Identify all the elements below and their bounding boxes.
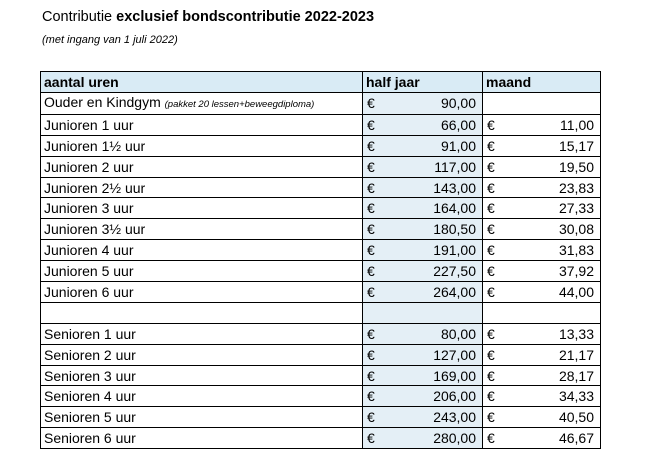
month-value: 28,17 bbox=[497, 365, 601, 386]
row-name: Senioren 1 uur bbox=[44, 325, 136, 342]
row-name: Senioren 5 uur bbox=[44, 409, 136, 426]
currency-symbol: € bbox=[363, 92, 377, 114]
currency-symbol: € bbox=[483, 240, 497, 261]
currency-symbol: € bbox=[483, 261, 497, 282]
half-year-value: 169,00 bbox=[377, 365, 483, 386]
half-year-value: 243,00 bbox=[377, 407, 483, 428]
half-year-value: 90,00 bbox=[377, 92, 483, 114]
document-title bbox=[42, 9, 374, 25]
row-name: Junioren 2 uur bbox=[44, 158, 134, 175]
half-year-value: 227,50 bbox=[377, 261, 483, 282]
title-bold: exclusief bondscontributie 2022-2023 bbox=[116, 9, 375, 25]
document-subtitle: (met ingang van 1 juli 2022) bbox=[42, 34, 178, 46]
row-label bbox=[41, 386, 363, 407]
table-row bbox=[41, 282, 601, 303]
currency-symbol: € bbox=[363, 344, 377, 365]
currency-symbol: € bbox=[363, 407, 377, 428]
currency-symbol: € bbox=[363, 261, 377, 282]
month-value: 21,17 bbox=[497, 344, 601, 365]
row-label bbox=[41, 240, 363, 261]
currency-symbol: € bbox=[483, 114, 497, 135]
table-row bbox=[41, 323, 601, 344]
table-row bbox=[41, 407, 601, 428]
half-year-value: 191,00 bbox=[377, 240, 483, 261]
currency-symbol: € bbox=[483, 365, 497, 386]
header-month: maand bbox=[483, 72, 601, 93]
row-name: Senioren 6 uur bbox=[44, 430, 136, 447]
row-name: Junioren 5 uur bbox=[44, 263, 134, 280]
month-value: 31,83 bbox=[497, 240, 601, 261]
currency-symbol: € bbox=[483, 135, 497, 156]
row-note: (pakket 20 lessen+beweegdiploma) bbox=[164, 98, 315, 110]
table-row bbox=[41, 365, 601, 386]
currency-symbol: € bbox=[483, 428, 497, 449]
month-value bbox=[497, 92, 601, 114]
row-label bbox=[41, 365, 363, 386]
currency-symbol: € bbox=[483, 407, 497, 428]
half-year-value: 91,00 bbox=[377, 135, 483, 156]
currency-symbol: € bbox=[363, 156, 377, 177]
currency-symbol: € bbox=[483, 177, 497, 198]
half-year-value: 127,00 bbox=[377, 344, 483, 365]
currency-symbol: € bbox=[483, 156, 497, 177]
currency-symbol: € bbox=[363, 114, 377, 135]
row-label bbox=[41, 282, 363, 303]
row-label bbox=[41, 135, 363, 156]
month-value: 27,33 bbox=[497, 198, 601, 219]
month-value: 15,17 bbox=[497, 135, 601, 156]
half-year-value: 117,00 bbox=[377, 156, 483, 177]
currency-symbol: € bbox=[363, 135, 377, 156]
month-value: 11,00 bbox=[497, 114, 601, 135]
table-row bbox=[41, 240, 601, 261]
table-body bbox=[41, 92, 601, 448]
table-row bbox=[41, 177, 601, 198]
half-year-value: 80,00 bbox=[377, 323, 483, 344]
table-row bbox=[41, 386, 601, 407]
row-name: Junioren 6 uur bbox=[44, 283, 134, 300]
header-hours: aantal uren bbox=[41, 72, 363, 93]
row-name: Senioren 2 uur bbox=[44, 346, 136, 363]
month-value: 44,00 bbox=[497, 282, 601, 303]
row-name: Junioren 2½ uur bbox=[44, 179, 146, 196]
row-label bbox=[41, 428, 363, 449]
table-row bbox=[41, 156, 601, 177]
table-row bbox=[41, 92, 601, 114]
month-value: 23,83 bbox=[497, 177, 601, 198]
currency-symbol: € bbox=[363, 428, 377, 449]
half-year-value: 164,00 bbox=[377, 198, 483, 219]
table-row bbox=[41, 261, 601, 282]
row-label bbox=[41, 323, 363, 344]
half-year-value: 264,00 bbox=[377, 282, 483, 303]
table-row bbox=[41, 428, 601, 449]
header-half-year: half jaar bbox=[363, 72, 483, 93]
spacer-cell bbox=[41, 302, 363, 323]
row-label bbox=[41, 156, 363, 177]
half-year-value: 206,00 bbox=[377, 386, 483, 407]
row-label bbox=[41, 219, 363, 240]
row-label bbox=[41, 177, 363, 198]
currency-symbol: € bbox=[483, 198, 497, 219]
table-row bbox=[41, 219, 601, 240]
table-row bbox=[41, 114, 601, 135]
currency-symbol: € bbox=[483, 219, 497, 240]
currency-symbol: € bbox=[363, 365, 377, 386]
table-row bbox=[41, 344, 601, 365]
month-value: 34,33 bbox=[497, 386, 601, 407]
half-year-value: 280,00 bbox=[377, 428, 483, 449]
row-name: Ouder en Kindgym bbox=[44, 93, 161, 110]
spacer-cell bbox=[363, 302, 483, 323]
half-year-value: 66,00 bbox=[377, 114, 483, 135]
currency-symbol bbox=[483, 92, 497, 114]
month-value: 40,50 bbox=[497, 407, 601, 428]
row-name: Junioren 3 uur bbox=[44, 200, 134, 217]
row-name: Junioren 1 uur bbox=[44, 116, 134, 133]
currency-symbol: € bbox=[363, 323, 377, 344]
row-name: Junioren 1½ uur bbox=[44, 137, 146, 154]
half-year-value: 143,00 bbox=[377, 177, 483, 198]
currency-symbol: € bbox=[363, 386, 377, 407]
currency-symbol: € bbox=[363, 282, 377, 303]
currency-symbol: € bbox=[363, 219, 377, 240]
row-label bbox=[41, 344, 363, 365]
month-value: 19,50 bbox=[497, 156, 601, 177]
table-spacer-row bbox=[41, 302, 601, 323]
row-label bbox=[41, 114, 363, 135]
row-label bbox=[41, 198, 363, 219]
currency-symbol: € bbox=[483, 386, 497, 407]
table-row bbox=[41, 198, 601, 219]
title-prefix: Contributie bbox=[42, 9, 117, 25]
currency-symbol: € bbox=[483, 282, 497, 303]
currency-symbol: € bbox=[483, 344, 497, 365]
currency-symbol: € bbox=[483, 323, 497, 344]
half-year-value: 180,50 bbox=[377, 219, 483, 240]
month-value: 37,92 bbox=[497, 261, 601, 282]
row-name: Junioren 4 uur bbox=[44, 242, 134, 259]
table-header-row bbox=[41, 72, 601, 93]
fee-table bbox=[40, 71, 601, 449]
currency-symbol: € bbox=[363, 240, 377, 261]
row-label bbox=[41, 407, 363, 428]
currency-symbol: € bbox=[363, 198, 377, 219]
currency-symbol: € bbox=[363, 177, 377, 198]
spacer-cell bbox=[483, 302, 601, 323]
month-value: 30,08 bbox=[497, 219, 601, 240]
row-name: Junioren 3½ uur bbox=[44, 221, 146, 238]
month-value: 13,33 bbox=[497, 323, 601, 344]
month-value: 46,67 bbox=[497, 428, 601, 449]
table-row bbox=[41, 135, 601, 156]
row-name: Senioren 3 uur bbox=[44, 367, 136, 384]
row-label bbox=[41, 92, 363, 114]
row-label bbox=[41, 261, 363, 282]
row-name: Senioren 4 uur bbox=[44, 388, 136, 405]
